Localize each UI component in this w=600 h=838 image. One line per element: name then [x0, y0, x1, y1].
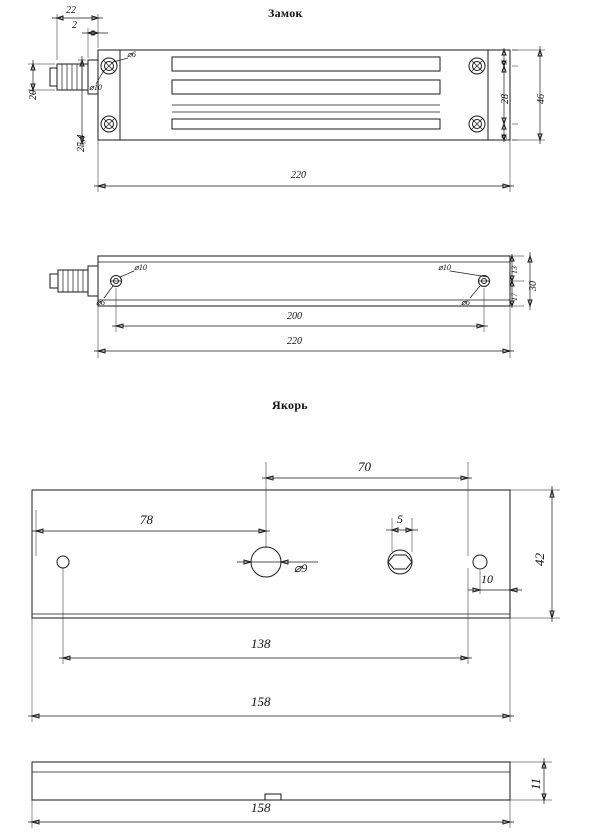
- dim-lock-front-d10: ⌀10: [89, 83, 102, 92]
- dim-lock-front-220: 220: [291, 170, 306, 181]
- dim-lock-front-254: 25,4: [76, 134, 87, 152]
- dim-armature-d9: ⌀9: [294, 561, 308, 575]
- dim-armature-78: 78: [140, 512, 153, 527]
- dim-lock-side-17: 17: [510, 293, 519, 301]
- dim-armature-42: 42: [532, 553, 547, 566]
- dim-lock-side-d10-left: ⌀10: [134, 263, 147, 272]
- dim-lock-side-30: 30: [528, 281, 539, 291]
- dim-lock-side-220: 220: [287, 336, 302, 347]
- dim-lock-front-2: 2: [72, 20, 77, 31]
- dim-lock-side-d10-right: ⌀10: [438, 263, 451, 272]
- dim-lock-front-9-bottom: 9: [500, 135, 509, 139]
- dim-armature-158: 158: [251, 694, 271, 709]
- dim-lock-front-46: 46: [536, 94, 547, 104]
- dim-armature-edge-158: 158: [251, 800, 271, 815]
- dim-lock-side-200: 200: [287, 311, 302, 322]
- dim-armature-edge-11: 11: [528, 777, 543, 790]
- dim-armature-5: 5: [397, 512, 403, 526]
- dim-lock-side-d6-left: ⌀6: [96, 298, 105, 307]
- dim-lock-front-22: 22: [66, 5, 76, 16]
- dim-armature-70: 70: [358, 459, 371, 474]
- dim-lock-front-20: 20: [28, 90, 39, 100]
- view-title-lock: Замок: [268, 6, 303, 20]
- dim-lock-front-d6: ⌀6: [127, 50, 136, 59]
- dim-lock-front-28: 28: [500, 94, 511, 104]
- view-title-armature: Якорь: [272, 398, 308, 412]
- dim-armature-138: 138: [251, 636, 271, 651]
- dim-armature-10: 10: [481, 572, 493, 586]
- dim-lock-side-13: 13: [510, 266, 519, 274]
- dim-lock-front-9-top: 9: [500, 61, 509, 65]
- dim-lock-side-d6-right: ⌀6: [461, 298, 470, 307]
